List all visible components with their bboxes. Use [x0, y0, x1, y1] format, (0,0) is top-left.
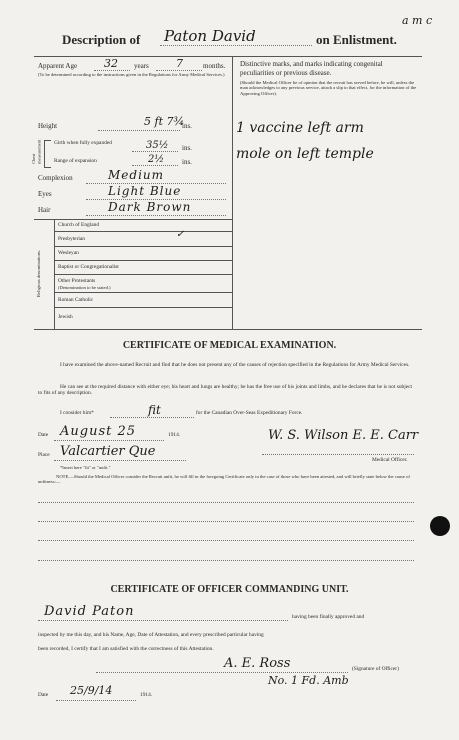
complexion-label: Complexion: [38, 174, 73, 182]
religion-presbyterian: Presbyterian: [58, 236, 85, 242]
officer-year: 1914.: [140, 692, 153, 698]
distinctive-mark-2: mole on left temple: [236, 146, 374, 162]
recruit-name: Paton David: [164, 27, 256, 45]
age-note: (To be determined according to the instructions given in the Regulations for Army Medical Services.): [38, 72, 225, 77]
height-value: 5 ft 7¾: [144, 115, 185, 128]
medical-place-value: Valcartier Que: [60, 444, 156, 459]
corner-note: a m c: [402, 14, 433, 27]
officer-name-value: David Paton: [44, 604, 135, 619]
officer-signature-label: (Signature of Officer): [352, 666, 399, 672]
presbyterian-tick: ✓: [176, 229, 185, 240]
medical-officer-label: Medical Officer.: [372, 457, 408, 463]
officer-certificate-heading: CERTIFICATE OF OFFICER COMMANDING UNIT.: [110, 584, 349, 595]
officer-date-label: Date: [38, 692, 49, 698]
girth-value: 35½: [146, 140, 169, 151]
other-protestants-note: (Denomination to be stated.): [58, 285, 111, 290]
religion-wesleyan: Wesleyan: [58, 250, 79, 256]
marks-note: (Should the Medical Officer be of opinion that the recruit has served before, he will, unless the man acknowledges to any previous service, attach a slip to that effect, for the information of the Approving Officer).: [240, 80, 417, 96]
hair-label: Hair: [38, 206, 51, 214]
medical-officer-signature: W. S. Wilson E. E. Carr: [268, 428, 419, 443]
range-label: Range of expansion: [54, 158, 97, 164]
religion-jewish: Jewish: [58, 314, 73, 320]
hair-value: Dark Brown: [108, 200, 192, 214]
consider-after: for the Canadian Over-Seas Expeditionary Force.: [196, 410, 303, 416]
title-suffix: on Enlistment.: [316, 32, 397, 47]
religion-church-of-england: Church of England: [58, 222, 100, 228]
fit-value: fit: [148, 403, 161, 417]
officer-text-1: having been finally approved and: [292, 614, 365, 620]
medical-para-2: He can see at the required distance with either eye; his heart and lungs are healthy; he has the free use of his joints and limbs, and he declares that he is not subject to fits of any description.: [38, 384, 412, 397]
ins-label-height: ins.: [182, 122, 192, 130]
religion-roman-catholic: Roman Catholic: [58, 297, 94, 303]
range-value: 2½: [148, 154, 165, 165]
medical-para-1: I have examined the above-named Recruit and find that he does not present any of the causes of rejection specified in the Regulations for Army Medical Services.: [60, 362, 410, 368]
eyes-label: Eyes: [38, 190, 52, 198]
unfit-note: NOTE.—Should the Medical Officer consider the Recruit unfit, he will fill in the foregoing Certificate only in the case of those who have been attested, and will briefly state below the cause of unfitness:—: [38, 474, 410, 485]
consider-label: I consider him*: [60, 410, 94, 416]
officer-signature: A. E. Ross: [224, 656, 291, 671]
marks-heading: Distinctive marks, and marks indicating congenital peculiarities or previous disease.: [240, 60, 383, 77]
officer-text-3: been recorded, I certify that I am satisfied with the correctness of this Attestation.: [38, 646, 214, 652]
medical-certificate-heading: CERTIFICATE OF MEDICAL EXAMINATION.: [122, 340, 337, 351]
officer-unit: No. 1 Fd. Amb: [268, 674, 349, 687]
punch-hole: [430, 516, 450, 536]
medical-date-value: August 25: [60, 424, 137, 439]
height-label: Height: [38, 122, 58, 130]
officer-date-value: 25/9/14: [70, 684, 113, 697]
apparent-age-label: Apparent Age: [38, 62, 78, 70]
officer-text-2: inspected by me this day, and his Name, Age, Date of Attestation, and every prescribed particular having: [38, 632, 264, 638]
ins-label-range: ins.: [182, 158, 192, 166]
years-label: years: [134, 62, 149, 70]
age-years: 32: [104, 57, 118, 70]
medical-date-label: Date: [38, 432, 49, 438]
months-label: months.: [203, 62, 226, 70]
medical-year: 1914.: [168, 432, 181, 438]
title-prefix: Description of: [62, 32, 141, 47]
religion-label: Religious denominations.: [36, 250, 41, 298]
eyes-value: Light Blue: [108, 184, 182, 198]
complexion-value: Medium: [108, 168, 165, 182]
religion-other-protestants: Other Protestants: [58, 278, 96, 284]
medical-place-label: Place: [38, 452, 50, 458]
age-months: 7: [176, 57, 183, 70]
insert-note: *Insert here "fit" or "unfit.": [60, 465, 111, 470]
chest-label: Chest measurement: [31, 139, 42, 164]
religion-baptist: Baptist or Congregationalist: [58, 264, 119, 270]
distinctive-mark-1: 1 vaccine left arm: [236, 120, 364, 136]
ins-label-girth: ins.: [182, 144, 192, 152]
girth-label: Girth when fully expanded: [54, 140, 112, 146]
